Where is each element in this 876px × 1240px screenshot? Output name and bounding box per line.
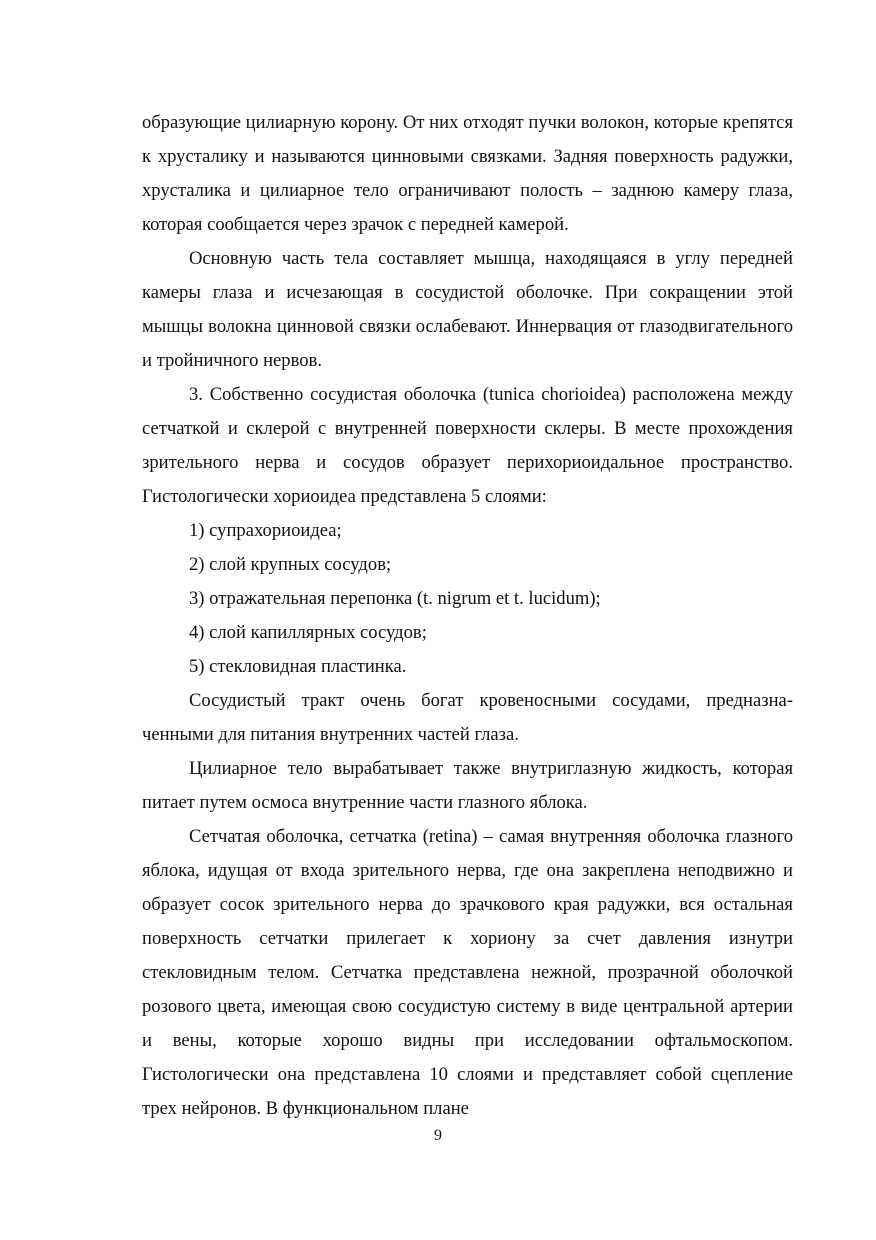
paragraph-intraocular-fluid: Цилиарное тело вырабатывает также внутриглазную жидкость, которая питает путем осмоса внутренние части глазного яблока. <box>142 758 793 813</box>
page-number: 9 <box>434 1127 442 1144</box>
paragraph-vascular-tract: Сосудистый тракт очень богат кровеносными сосудами, предназна-ченными для питания внутренних частей глаза. <box>142 690 793 745</box>
paragraph-ciliary-muscle: Основную часть тела составляет мышца, находящаяся в углу передней камеры глаза и исчезающая в сосудистой оболочке. При сокращении этой мышцы волокна цинновой связки ослабевают. Иннервация от глазодвигательного и тройничного нервов. <box>142 248 793 371</box>
list-item-layer-2: 2) слой крупных сосудов; <box>189 554 392 575</box>
paragraph-retina: Сетчатая оболочка, сетчатка (retina) – самая внутренняя оболочка глазного яблока, идущая от входа зрительного нерва, где она закреплена неподвижно и образует сосок зрительного нерва до зрачкового края радужки, вся остальная поверхность сетчатки прилегает к хориону за счет давления изнутри стекловидным телом. Сетчатка представлена нежной, прозрачной оболочкой розового цвета, имеющая свою сосудистую систему в виде центральной артерии и вены, которые хорошо видны при исследовании офтальмоскопом. Гистологически она представлена 10 слоями и представляет собой сцепление трех нейронов. В функциональном плане <box>142 826 793 1119</box>
list-item-layer-3: 3) отражательная перепонка (t. nigrum et t. lucidum); <box>189 588 601 609</box>
paragraph-choroid: 3. Собственно сосудистая оболочка (tunica chorioidea) расположена между сетчаткой и склерой с внутренней поверхности склеры. В месте прохождения зрительного нерва и сосудов образует перихориоидальное пространство. Гистологически хориоидеа представлена 5 слоями: <box>142 384 793 507</box>
page-body-text <box>142 106 793 1126</box>
list-item-layer-5: 5) стекловидная пластинка. <box>189 656 407 677</box>
list-item-layer-1: 1) супрахориоидеа; <box>189 520 342 541</box>
paragraph-ciliary-corona: образующие цилиарную корону. От них отходят пучки волокон, которые крепятся к хрусталику и называются цинновыми связками. Задняя поверхность радужки, хрусталика и цилиарное тело ограничивают полость – заднюю камеру глаза, которая сообщается через зрачок с передней камерой. <box>142 112 793 235</box>
list-item-layer-4: 4) слой капиллярных сосудов; <box>189 622 427 643</box>
